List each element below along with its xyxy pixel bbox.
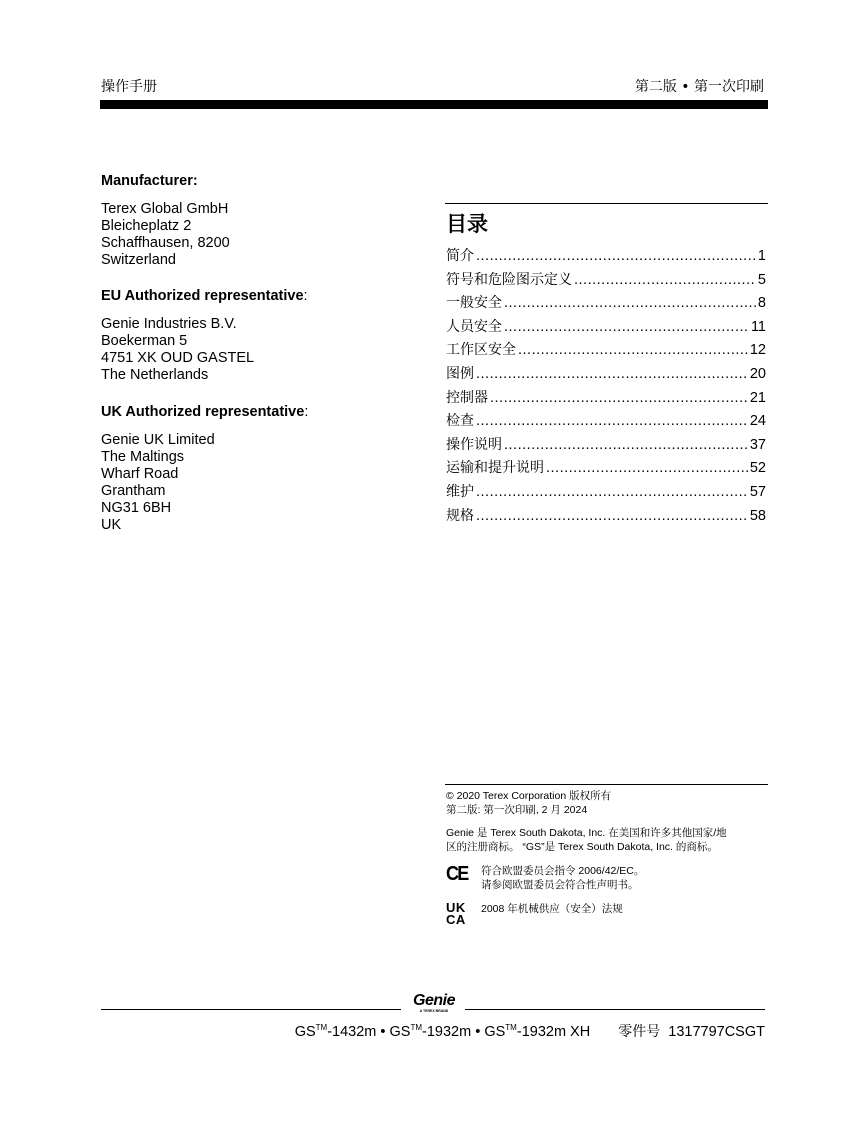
- dot-leader: [518, 342, 748, 358]
- toc-entry[interactable]: 一般安全 ..... 8: [446, 292, 766, 316]
- header-manual-title: 操作手册: [101, 79, 157, 95]
- toc-entry[interactable]: 操作说明 ..... 37: [446, 434, 766, 458]
- toc-entry[interactable]: 维护 ..... 57: [446, 481, 766, 505]
- trademark-line: 区的注册商标。 “GS”是 Terex South Dakota, Inc. 的商标。: [446, 841, 718, 853]
- part-number: 1317797CSGT: [668, 1024, 765, 1040]
- toc-entry[interactable]: 检查 ..... 24: [446, 410, 766, 434]
- address-line: Bleicheplatz 2: [101, 218, 192, 234]
- manufacturer-section: [101, 173, 421, 269]
- dot-leader: [476, 508, 748, 524]
- address-line: NG31 6BH: [101, 500, 172, 516]
- uk-rep-address: [101, 432, 421, 534]
- header-rule: [100, 100, 768, 109]
- ce-text: 符合欧盟委员会指令 2006/42/EC。: [481, 865, 645, 877]
- eu-rep-label: EU Authorized representative:: [101, 288, 308, 304]
- toc-entry[interactable]: 运输和提升说明 ..... 52: [446, 457, 766, 481]
- table-of-contents: [446, 245, 766, 528]
- uk-rep-section: [101, 404, 421, 534]
- dot-leader: [476, 484, 748, 500]
- dot-leader: [504, 295, 756, 311]
- ukca-mark-icon: UK CA: [446, 900, 466, 927]
- part-number-label: 零件号: [618, 1024, 661, 1040]
- dot-leader: [476, 248, 756, 264]
- toc-top-rule: [445, 203, 768, 204]
- address-line: Boekerman 5: [101, 333, 188, 349]
- ukca-compliance: [446, 902, 766, 926]
- footer-rule-right: [465, 1009, 765, 1010]
- ce-text: 请参阅欧盟委员会符合性声明书。: [481, 879, 639, 891]
- toc-entry[interactable]: 工作区安全 ..... 12: [446, 339, 766, 363]
- address-line: Terex Global GmbH: [101, 201, 229, 217]
- ce-compliance: [446, 864, 766, 892]
- toc-entry[interactable]: 人员安全 ..... 11: [446, 316, 766, 340]
- address-line: Genie Industries B.V.: [101, 316, 237, 332]
- dot-leader: [546, 460, 748, 476]
- trademark-line: Genie 是 Terex South Dakota, Inc. 在美国和许多其他国家/地: [446, 827, 727, 839]
- footer-rule-left: [101, 1009, 401, 1010]
- dot-leader: [490, 390, 748, 406]
- address-line: The Netherlands: [101, 367, 209, 383]
- dot-leader: [476, 366, 748, 382]
- toc-entry[interactable]: 简介 ..... 1: [446, 245, 766, 269]
- address-line: Genie UK Limited: [101, 432, 215, 448]
- toc-entry[interactable]: 图例 ..... 20: [446, 363, 766, 387]
- copyright-block: [446, 789, 766, 926]
- ukca-text: 2008 年机械供应（安全）法规: [481, 903, 623, 915]
- address-line: Wharf Road: [101, 466, 179, 482]
- manufacturer-label: Manufacturer:: [101, 173, 198, 189]
- toc-title: 目录: [446, 212, 488, 236]
- header-edition: 第二版 • 第一次印刷: [634, 79, 764, 95]
- address-line: UK: [101, 517, 122, 533]
- edition-line: 第二版: 第一次印刷, 2 月 2024: [446, 804, 588, 816]
- address-line: Switzerland: [101, 252, 176, 268]
- dot-leader: [574, 272, 756, 288]
- manufacturer-address: [101, 201, 421, 269]
- dot-leader: [476, 413, 748, 429]
- address-column: [101, 173, 421, 534]
- address-line: Grantham: [101, 483, 166, 499]
- address-line: The Maltings: [101, 449, 185, 465]
- genie-logo: Genie A TEREX BRAND: [413, 992, 455, 1013]
- toc-entry[interactable]: 控制器 ..... 21: [446, 387, 766, 411]
- address-line: Schaffhausen, 8200: [101, 235, 230, 251]
- dot-leader: [504, 319, 749, 335]
- address-line: 4751 XK OUD GASTEL: [101, 350, 255, 366]
- toc-entry[interactable]: 规格 ..... 58: [446, 505, 766, 529]
- ce-mark-icon: CE: [446, 863, 468, 885]
- copyright-rule: [445, 784, 768, 785]
- toc-entry[interactable]: 符号和危险图示定义 ..... 5: [446, 269, 766, 293]
- copyright-line: © 2020 Terex Corporation 版权所有: [446, 790, 612, 802]
- footer-model-line: GS™-1432m • GS™-1932m • GS™-1932m XH 零件号 1317797CSGT: [294, 1023, 765, 1040]
- eu-rep-address: [101, 316, 421, 384]
- eu-rep-section: [101, 288, 421, 384]
- uk-rep-label: UK Authorized representative:: [101, 404, 309, 420]
- dot-leader: [504, 437, 748, 453]
